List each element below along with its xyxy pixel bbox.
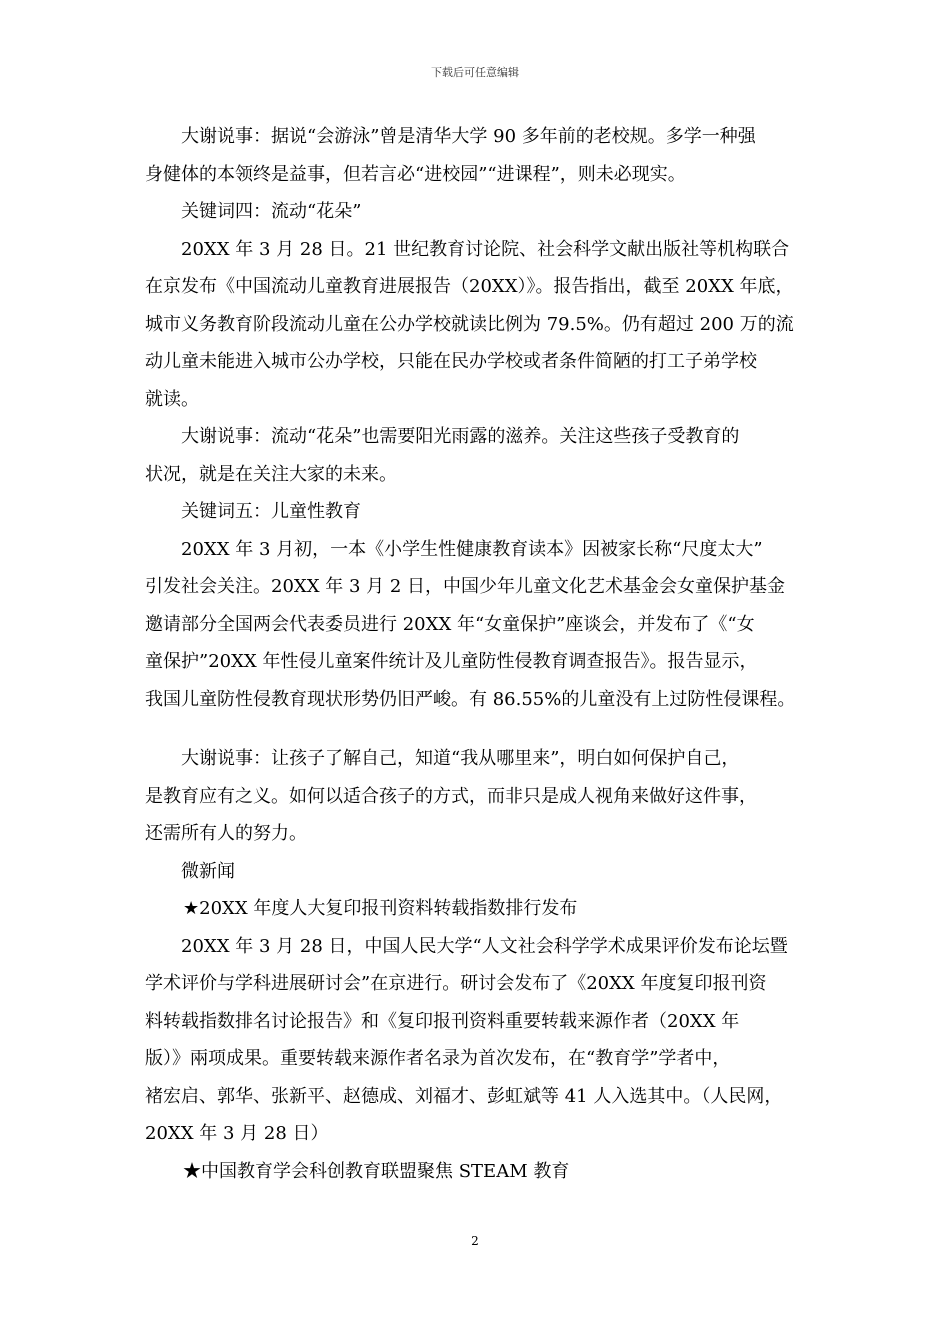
paragraph-line: 就读。 <box>145 388 199 410</box>
page-number: 2 <box>471 1234 479 1248</box>
paragraph-line: 20XX 年 3 月 28 日，中国人民大学“人文社会科学学术成果评价发布论坛暨 <box>181 935 788 957</box>
paragraph-line: 褚宏启、郭华、张新平、赵德成、刘福才、彭虹斌等 41 人入选其中。（人民网， <box>145 1085 783 1107</box>
news-item-title: ★20XX 年度人大复印报刊资料转载指数排行发布 <box>183 898 578 919</box>
paragraph-line: 状况，就是在关注大家的未来。 <box>145 463 397 485</box>
paragraph-line: 童保护”20XX 年性侵儿童案件统计及儿童防性侵教育调查报告》。报告显示， <box>145 651 758 672</box>
paragraph-line: 身健体的本领终是益事，但若言必“进校园”“进课程”，则未必现实。 <box>145 163 686 185</box>
section-heading: 关键词四：流动“花朵” <box>181 201 362 222</box>
paragraph-line: 是教育应有之义。如何以适合孩子的方式，而非只是成人视角来做好这件事， <box>145 785 757 807</box>
paragraph-line: 大谢说事：据说“会游泳”曾是清华大学 90 多年前的老校规。多学一种强 <box>181 126 756 147</box>
paragraph-line: 版）》兩项成果。重要转载来源作者名录为首次发布，在“教育学”学者中， <box>145 1048 731 1069</box>
paragraph-line: 料转载指数排名讨论报告》和《复印报刊资料重要转载来源作者（20XX 年 <box>145 1010 740 1032</box>
paragraph-line: 我国儿童防性侵教育现状形势仍旧严峻。有 86.55%的儿童没有上过防性侵课程。 <box>145 688 796 710</box>
paragraph-line: 还需所有人的努力。 <box>145 823 307 844</box>
section-heading: 微新闻 <box>181 860 235 882</box>
paragraph-line: 大谢说事：让孩子了解自己，知道“我从哪里来”，明白如何保护自己， <box>181 748 740 769</box>
paragraph-line: 学术评价与学科进展研讨会”在京进行。研讨会发布了《20XX 年度复印报刊资 <box>145 973 767 994</box>
document-body <box>145 118 827 1190</box>
paragraph-line: 引发社会关注。20XX 年 3 月 2 日，中国少年儿童文化艺术基金会女童保护基金 <box>145 576 786 597</box>
paragraph-spacer <box>145 718 827 740</box>
section-heading: 关键词五：儿童性教育 <box>181 501 361 522</box>
news-item-title: ★中国教育学会科创教育联盟聚焦 STEAM 教育 <box>183 1160 570 1182</box>
paragraph-line: 20XX 年 3 月 28 日。21 世纪教育讨论院、社会科学文献出版社等机构联合 <box>181 238 790 260</box>
page-header-note: 下载后可任意编辑 <box>431 66 519 79</box>
paragraph-line: 大谢说事：流动“花朵”也需要阳光雨露的滋养。关注这些孩子受教育的 <box>181 426 740 447</box>
paragraph-line: 在京发布《中国流动儿童教育进展报告（20XX）》。报告指出，截至 20XX 年底， <box>145 276 794 297</box>
paragraph-line: 城市义务教育阶段流动儿童在公办学校就读比例为 79.5%。仍有超过 200 万的流 <box>145 313 794 335</box>
paragraph-line: 动儿童未能进入城市公办学校，只能在民办学校或者条件简陋的打工子弟学校 <box>145 351 757 372</box>
paragraph-line: 20XX 年 3 月初，一本《小学生性健康教育读本》因被家长称“尺度太大” <box>181 538 763 560</box>
paragraph-line: 20XX 年 3 月 28 日） <box>145 1123 329 1144</box>
paragraph-line: 邀请部分全国两会代表委员进行 20XX 年“女童保护”座谈会，并发布了《“女 <box>145 613 755 635</box>
